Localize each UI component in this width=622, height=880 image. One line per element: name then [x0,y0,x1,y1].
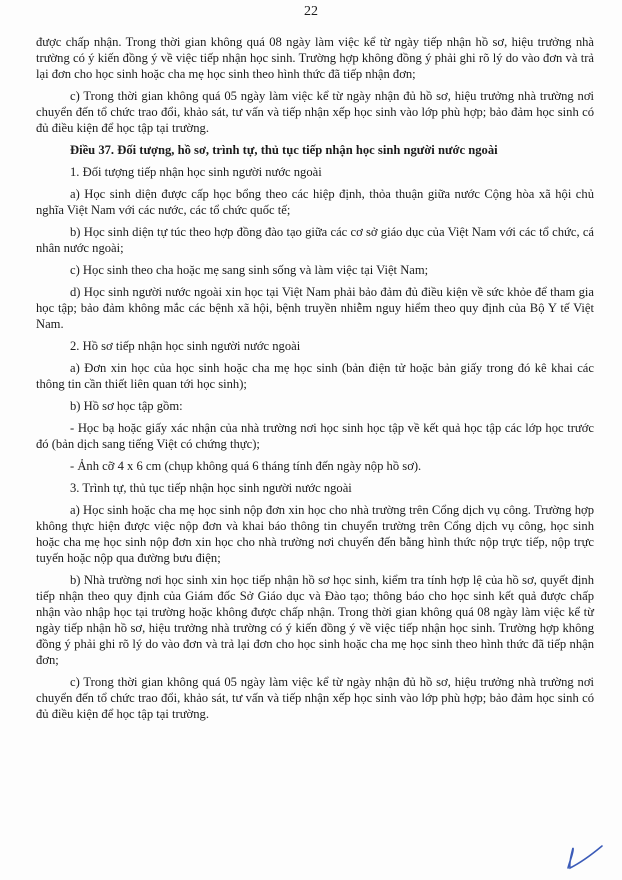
paragraph: - Ảnh cỡ 4 x 6 cm (chụp không quá 6 tháng tính đến ngày nộp hồ sơ). [70,459,422,473]
paragraph: 1. Đối tượng tiếp nhận học sinh người nước ngoài [70,165,322,179]
paragraph: b) Hồ sơ học tập gồm: [70,399,183,413]
paragraph: được chấp nhận. Trong thời gian không quá 08 ngày làm việc kể từ ngày tiếp nhận hồ sơ, hiệu trưởng nhà trường có ý kiến đồng ý về việc tiếp nhận học sinh. Trường hợp không đồng ý phải ghi rõ lý do vào đơn và trả lại đơn cho học sinh hoặc cha mẹ học sinh theo hình thức đã tiếp nhận đơn; [36,35,594,81]
paragraph: 3. Trình tự, thủ tục tiếp nhận học sinh người nước ngoài [70,481,352,495]
paragraph: d) Học sinh người nước ngoài xin học tại Việt Nam phải bảo đảm đủ điều kiện về sức khỏe để tham gia học tập; bảo đảm không mắc các bệnh xã hội, bệnh truyền nhiễm nguy hiểm theo quy định của Bộ Y tế Việt Nam. [36,285,594,331]
page-number: 22 [304,4,318,19]
paragraph: c) Trong thời gian không quá 05 ngày làm việc kể từ ngày nhận đủ hồ sơ, hiệu trưởng nhà trường nơi chuyển đến tổ chức trao đổi, khảo sát, tư vấn và tiếp nhận xếp học sinh vào lớp phù hợp; bảo đảm học sinh có đủ điều kiện để học tập tại trường. [36,675,594,721]
handwritten-initial-mark [558,842,604,872]
paragraph: 2. Hồ sơ tiếp nhận học sinh người nước ngoài [70,339,301,353]
paragraph: a) Học sinh hoặc cha mẹ học sinh nộp đơn xin học cho nhà trường trên Cổng dịch vụ công. Trường hợp không thực hiện được việc nộp đơn và khai báo thông tin chuyển trường trên Cổng dịch vụ công, học sinh hoặc cha mẹ học sinh nộp đơn xin học cho nhà trường nơi chuyển đến bằng hình thức nộp trực tiếp, nộp trực tuyến hoặc nộp qua đường bưu điện; [36,503,594,565]
paragraph: c) Trong thời gian không quá 05 ngày làm việc kể từ ngày nhận đủ hồ sơ, hiệu trưởng nhà trường nơi chuyển đến tổ chức trao đổi, khảo sát, tư vấn và tiếp nhận xếp học sinh vào lớp phù hợp; bảo đảm học sinh có đủ điều kiện để học tập tại trường. [36,89,594,135]
document-body [36,34,594,722]
article-heading: Điều 37. Đối tượng, hồ sơ, trình tự, thủ tục tiếp nhận học sinh người nước ngoài [70,143,498,157]
paragraph: b) Nhà trường nơi học sinh xin học tiếp nhận hồ sơ học sinh, kiểm tra tính hợp lệ của hồ sơ, quyết định tiếp nhận theo quy định của Giám đốc Sở Giáo dục và Đào tạo; thông báo cho học sinh kết quả được chấp nhận vào nhập học tại trường hoặc không được chấp nhận. Trong thời gian không quá 08 ngày làm việc kể từ ngày tiếp nhận hồ sơ, hiệu trưởng nhà trường có ý kiến đồng ý về việc tiếp nhận học sinh. Trường hợp không đồng ý phải ghi rõ lý do vào đơn và trả lại đơn cho học sinh hoặc cha mẹ học sinh theo hình thức đã tiếp nhận đơn; [36,573,594,667]
paragraph: c) Học sinh theo cha hoặc mẹ sang sinh sống và làm việc tại Việt Nam; [70,263,429,277]
paragraph: b) Học sinh diện tự túc theo hợp đồng đào tạo giữa các cơ sở giáo dục của Việt Nam với các tổ chức, cá nhân nước ngoài; [36,225,594,255]
paragraph: - Học bạ hoặc giấy xác nhận của nhà trường nơi học sinh học tập về kết quả học tập các lớp học trước đó (bản dịch sang tiếng Việt có chứng thực); [36,421,594,451]
paragraph: a) Đơn xin học của học sinh hoặc cha mẹ học sinh (bản điện tử hoặc bản giấy trong đó kê khai các thông tin cần thiết liên quan tới học sinh); [36,361,594,391]
paragraph: a) Học sinh diện được cấp học bổng theo các hiệp định, thỏa thuận giữa nước Cộng hòa xã hội chủ nghĩa Việt Nam với các nước, các tổ chức quốc tế; [36,187,594,217]
